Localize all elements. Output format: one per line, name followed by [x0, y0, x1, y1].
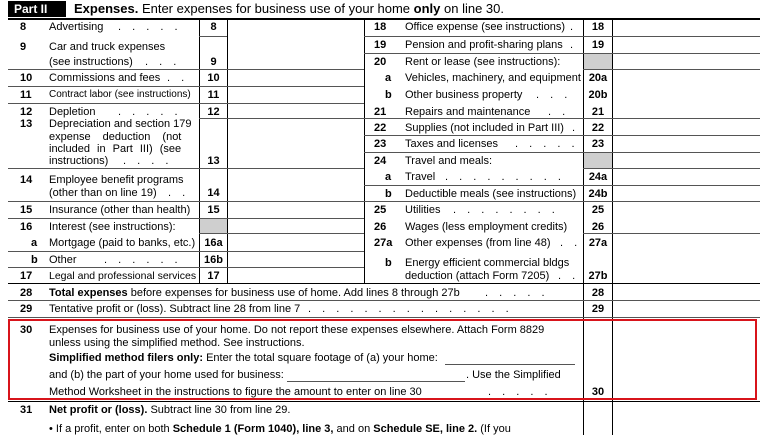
- line-25-box: 25: [591, 204, 605, 216]
- line-19-amount[interactable]: [613, 37, 760, 53]
- part-label: Part II: [8, 1, 66, 17]
- line-17-box: 17: [207, 270, 220, 282]
- line-9-box: 9: [210, 56, 217, 68]
- line-14-box: 14: [207, 187, 220, 199]
- line-21-label: Repairs and maintenance: [405, 106, 531, 118]
- line-31-instruction: • If a profit, enter on both Schedule 1 (Form 1040), line 3, and on Schedule SE, line 2. (If you: [49, 423, 511, 435]
- line-22-label: Supplies (not included in Part III): [405, 122, 564, 134]
- line-26-label: Wages (less employment credits): [405, 221, 568, 233]
- line-8-box: 8: [210, 21, 217, 33]
- line-11-amount[interactable]: [228, 87, 364, 103]
- line-16b-amount[interactable]: [228, 252, 364, 267]
- line-14-amount[interactable]: [228, 169, 364, 201]
- line-27b-label: Energy efficient commercial bldgs: [405, 257, 570, 269]
- line-20b-label: Other business property: [405, 89, 523, 101]
- line-27b-box: 27b: [588, 270, 608, 282]
- line-27a-amount[interactable]: [613, 234, 760, 251]
- line-16a-label: Mortgage (paid to banks, etc.): [49, 237, 196, 249]
- line-23-box: 23: [591, 138, 605, 150]
- line-28-label: Total expenses before expenses for business use of home. Add lines 8 through 27b: [49, 287, 460, 299]
- line-21-box: 21: [591, 106, 605, 118]
- line-23-label: Taxes and licenses: [405, 138, 498, 150]
- line-27b-amount[interactable]: [613, 252, 760, 283]
- line-30-label: Expenses for business use of your home. Do not report these expenses elsewhere. Attach Form 8829: [49, 324, 545, 336]
- line-8-num: 8: [20, 21, 27, 33]
- highlight-box: [8, 319, 757, 400]
- line-13-label: Depreciation and section 179: [49, 118, 192, 130]
- line-24-label: Travel and meals:: [405, 155, 493, 167]
- line-17-label: Legal and professional services: [49, 270, 197, 282]
- line-16a-box: 16a: [204, 237, 223, 249]
- line-26-box: 26: [591, 221, 605, 233]
- line-28-amount[interactable]: [613, 284, 760, 300]
- line-18-amount[interactable]: [613, 19, 760, 36]
- line-29-label: Tentative profit or (loss). Subtract line 28 from line 7: [49, 303, 301, 315]
- line-20a-box: 20a: [588, 72, 608, 84]
- line-14-label: Employee benefit programs: [49, 174, 184, 186]
- line-25-label: Utilities: [405, 204, 441, 216]
- line-11-label: Contract labor (see instructions): [49, 89, 191, 100]
- line-13-amount[interactable]: [228, 119, 364, 168]
- line-15-box: 15: [207, 204, 220, 216]
- line-10-box: 10: [207, 72, 220, 84]
- line-13-box: 13: [207, 155, 220, 167]
- line-30-box: 30: [591, 386, 605, 398]
- line-27a-label: Other expenses (from line 48): [405, 237, 551, 249]
- line-16b-box: 16b: [204, 254, 223, 266]
- line-16b-label: Other: [49, 254, 77, 266]
- line-20a-amount[interactable]: [613, 70, 760, 86]
- line-10-label: Commissions and fees: [49, 72, 161, 84]
- part-title: Expenses. Enter expenses for business use of your home only on line 30.: [74, 1, 504, 16]
- line-11-box: 11: [207, 89, 220, 101]
- line-17-amount[interactable]: [228, 268, 364, 283]
- line-12-box: 12: [207, 106, 220, 118]
- line-31-label: Net profit or (loss). Subtract line 30 from line 29.: [49, 404, 291, 416]
- line-24a-box: 24a: [588, 171, 608, 183]
- line-21-amount[interactable]: [613, 104, 760, 118]
- line-15-label: Insurance (other than health): [49, 204, 191, 216]
- line-20a-label: Vehicles, machinery, and equipment: [405, 72, 581, 84]
- line-9-label: Car and truck expenses: [49, 41, 166, 53]
- line-29-amount[interactable]: [613, 301, 760, 317]
- line-29-box: 29: [591, 303, 605, 315]
- line-24a-amount[interactable]: [613, 169, 760, 185]
- line-10-amount[interactable]: [228, 70, 364, 86]
- line-9-amount[interactable]: [228, 37, 364, 69]
- line-18-box: 18: [591, 21, 605, 33]
- line-22-box: 22: [591, 122, 605, 134]
- line-20b-amount[interactable]: [613, 87, 760, 103]
- line-16a-amount[interactable]: [228, 234, 364, 251]
- line-22-amount[interactable]: [613, 119, 760, 135]
- line-12-amount[interactable]: [228, 104, 364, 118]
- line-24b-amount[interactable]: [613, 186, 760, 201]
- line-25-amount[interactable]: [613, 202, 760, 218]
- line-12-label: Depletion: [49, 106, 96, 118]
- line-8-label: Advertising: [49, 21, 104, 33]
- line-18-label: Office expense (see instructions): [405, 21, 565, 33]
- line-16-label: Interest (see instructions):: [49, 221, 176, 233]
- line-23-amount[interactable]: [613, 136, 760, 152]
- line-24b-box: 24b: [588, 188, 608, 200]
- line-8-amount[interactable]: [228, 19, 364, 37]
- line-19-label: Pension and profit-sharing plans: [405, 39, 563, 51]
- line-24b-label: Deductible meals (see instructions): [405, 188, 577, 200]
- line-20-label: Rent or lease (see instructions):: [405, 56, 561, 68]
- line-20b-box: 20b: [588, 89, 608, 101]
- line-26-amount[interactable]: [613, 219, 760, 233]
- line-19-box: 19: [591, 39, 605, 51]
- line-28-box: 28: [591, 287, 605, 299]
- line-27a-box: 27a: [588, 237, 608, 249]
- line-24a-label: Travel: [405, 171, 436, 183]
- line-15-amount[interactable]: [228, 202, 364, 218]
